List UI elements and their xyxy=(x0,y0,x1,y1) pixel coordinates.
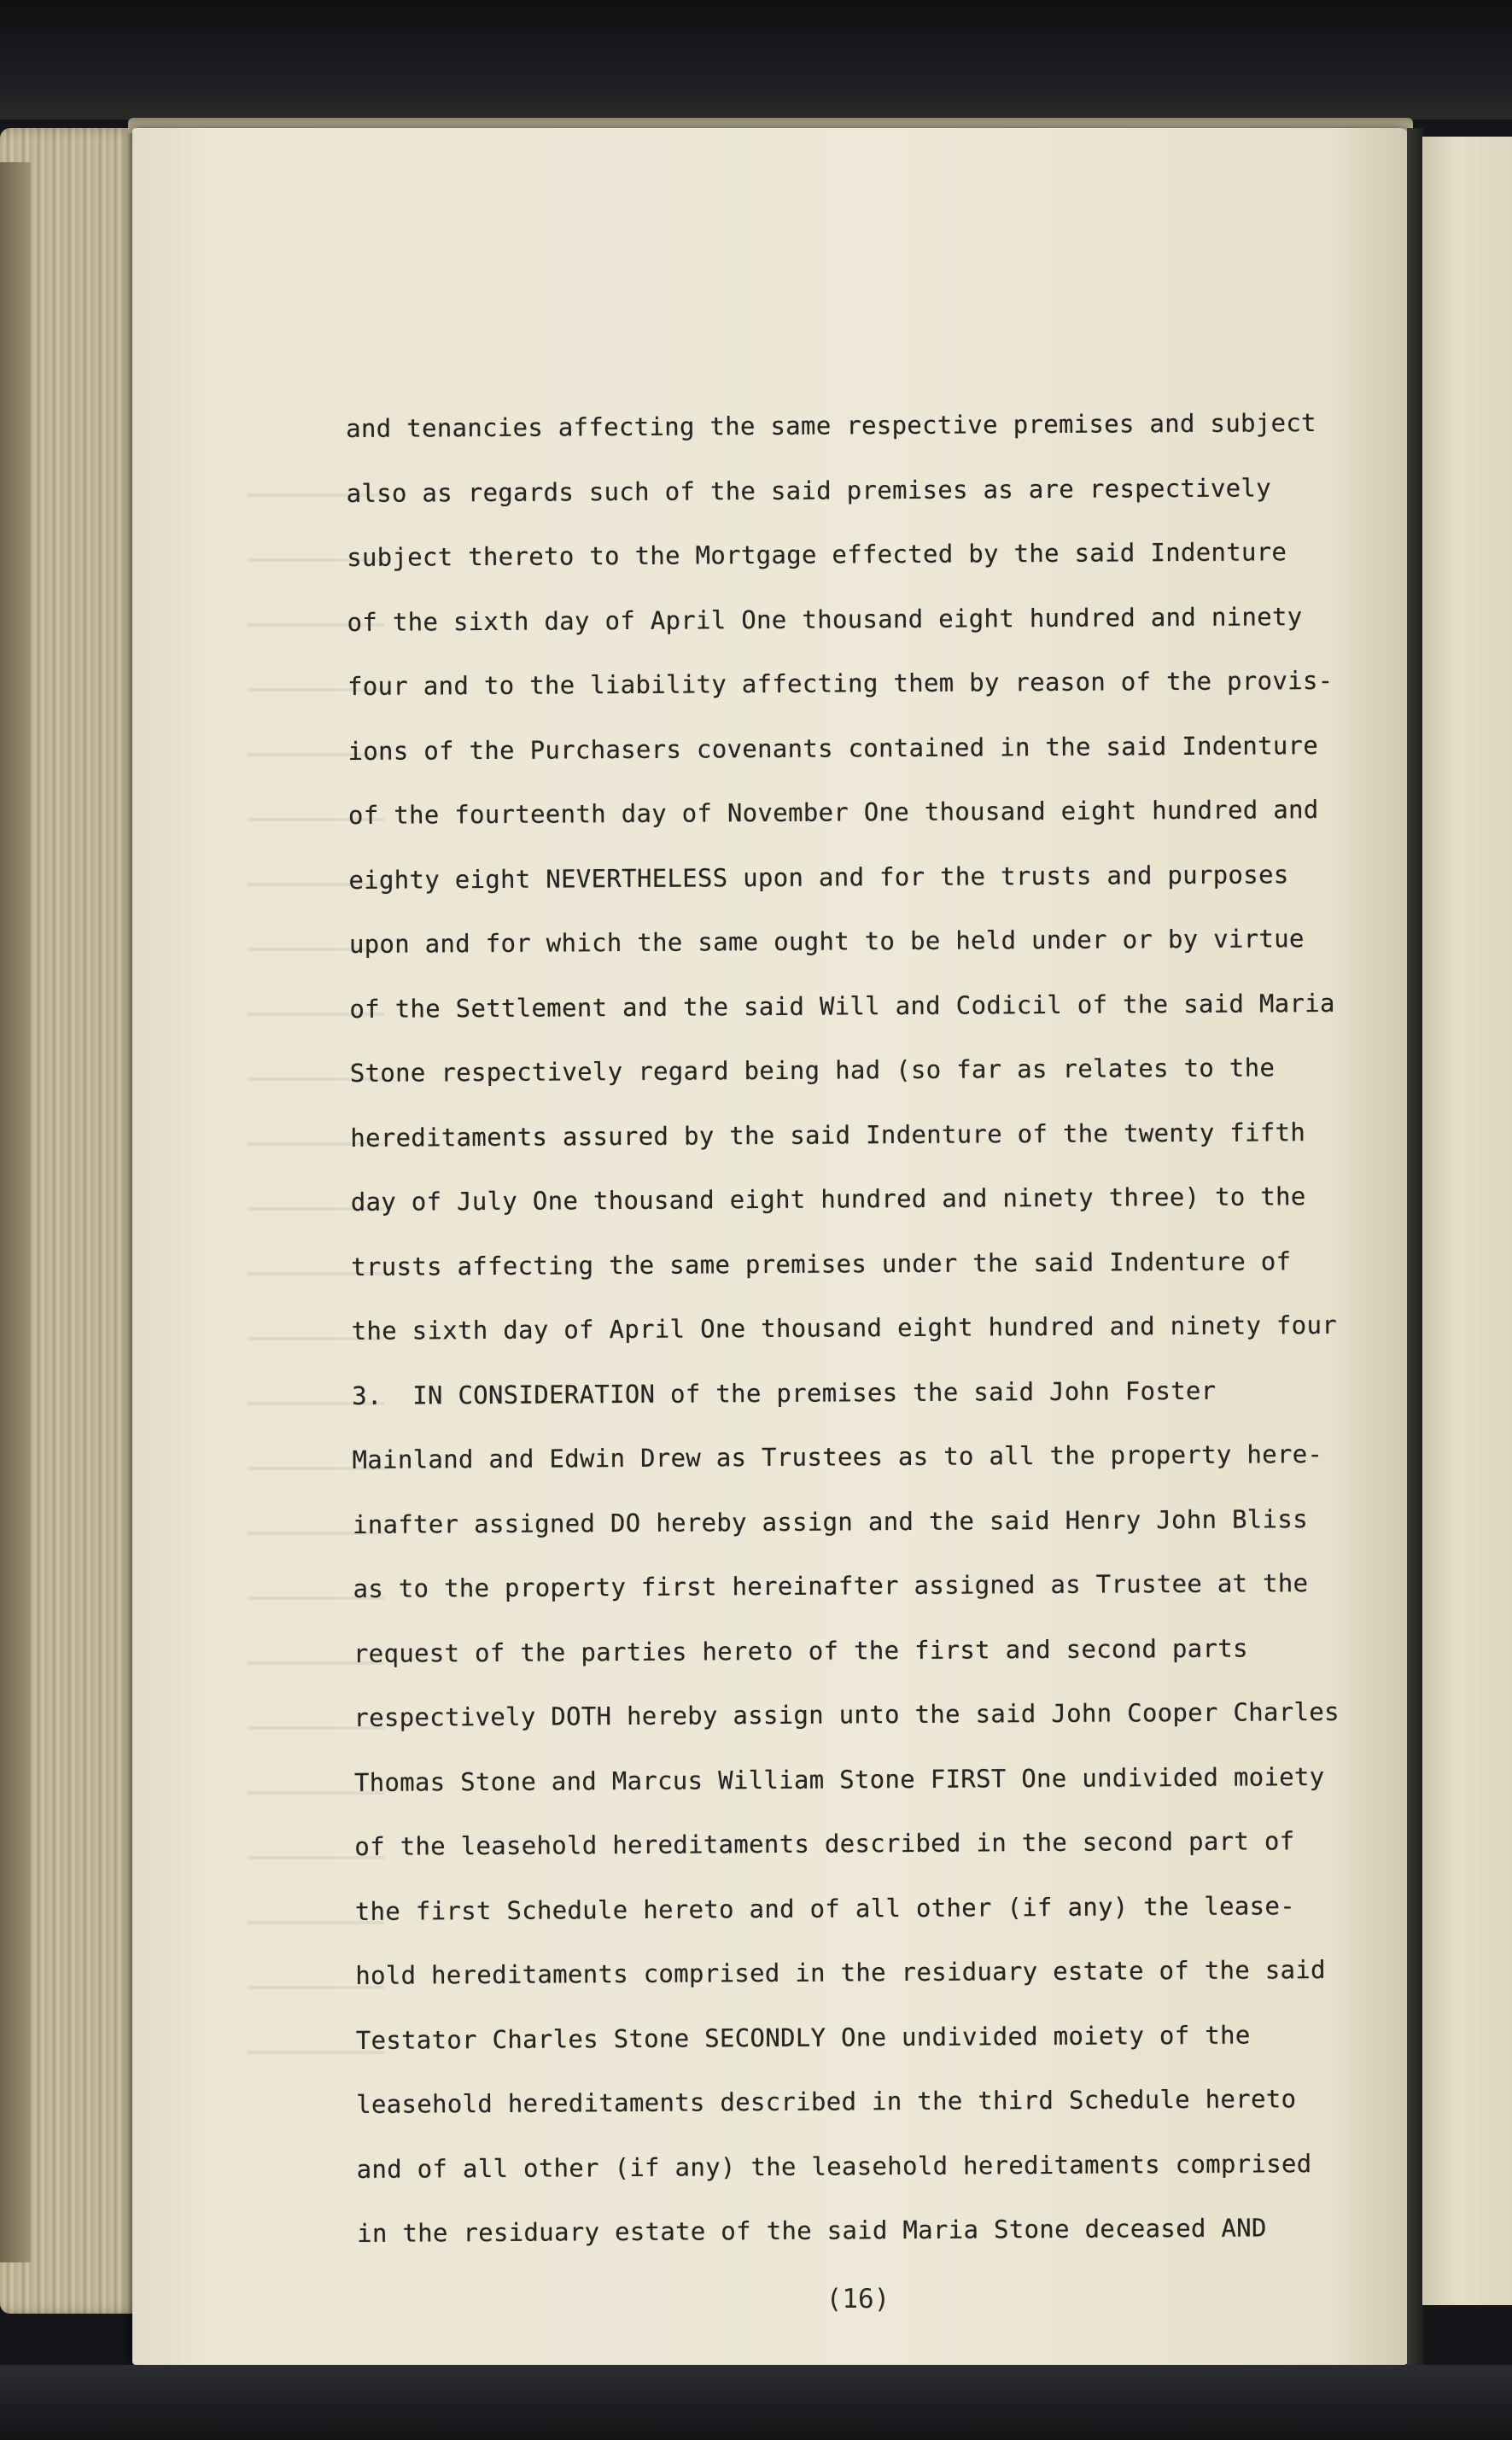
text-line: inafter assigned DO hereby assign and the said Henry John Bliss xyxy=(352,1503,1309,1539)
binding-bottom xyxy=(0,2365,1512,2440)
text-line: Mainland and Edwin Drew as Trustees as to all the property here- xyxy=(352,1439,1323,1474)
text-line: Testator Charles Stone SECONDLY One undivided moiety of the xyxy=(355,2020,1251,2055)
text-line: of the sixth day of April One thousand eight hundred and ninety xyxy=(347,601,1303,637)
text-line: also as regards such of the said premises as are respectively xyxy=(346,472,1272,508)
book-cover-edge xyxy=(0,162,31,2262)
text-line: four and to the liability affecting them by reason of the provis- xyxy=(347,665,1334,701)
text-line: request of the parties hereto of the first and second parts xyxy=(353,1633,1248,1668)
text-line: leasehold hereditaments described in the third Schedule hereto xyxy=(356,2084,1297,2119)
text-line: of the Settlement and the said Will and Codicil of the said Maria xyxy=(349,988,1335,1024)
text-line: upon and for which the same ought to be held under or by virtue xyxy=(348,924,1305,959)
text-line: trusts affecting the same premises under the said Indenture of xyxy=(351,1246,1292,1281)
text-line: day of July One thousand eight hundred and ninety three) to the xyxy=(350,1182,1306,1217)
text-line: of the fourteenth day of November One thousand eight hundred and xyxy=(347,795,1319,830)
text-line: eighty eight NEVERTHELESS upon and for the trusts and purposes xyxy=(348,859,1289,895)
facing-page-edge xyxy=(1422,137,1512,2305)
text-line: Stone respectively regard being had (so far as relates to the xyxy=(349,1053,1276,1088)
page-number: (16) xyxy=(826,2284,890,2314)
text-line: respectively DOTH hereby assign unto the said John Cooper Charles xyxy=(353,1696,1340,1732)
text-line: of the leasehold hereditaments described in the second part of xyxy=(354,1826,1295,1861)
typed-body-text xyxy=(346,390,1420,2266)
text-line: and tenancies affecting the same respective premises and subject xyxy=(346,408,1316,443)
text-line: in the residuary estate of the said Maria Stone deceased AND xyxy=(357,2213,1267,2248)
text-line: the sixth day of April One thousand eight hundred and ninety four xyxy=(351,1310,1338,1346)
text-line: Thomas Stone and Marcus William Stone FIRST One undivided moiety xyxy=(353,1761,1325,1797)
text-line: as to the property first hereinafter assigned as Trustee at the xyxy=(353,1568,1309,1603)
text-line: hereditaments assured by the said Indenture of the twenty fifth xyxy=(350,1117,1306,1153)
text-line: hold hereditaments comprised in the residuary estate of the said xyxy=(355,1955,1326,1990)
text-line: subject thereto to the Mortgage effected by the said Indenture xyxy=(347,537,1287,572)
text-line: and of all other (if any) the leasehold hereditaments comprised xyxy=(356,2148,1312,2184)
binding-top xyxy=(0,0,1512,120)
text-line: 3. IN CONSIDERATION of the premises the said John Foster xyxy=(352,1375,1217,1410)
text-line: the first Schedule hereto and of all other (if any) the lease- xyxy=(354,1890,1296,1926)
text-line: ions of the Purchasers covenants contained in the said Indenture xyxy=(347,730,1319,766)
